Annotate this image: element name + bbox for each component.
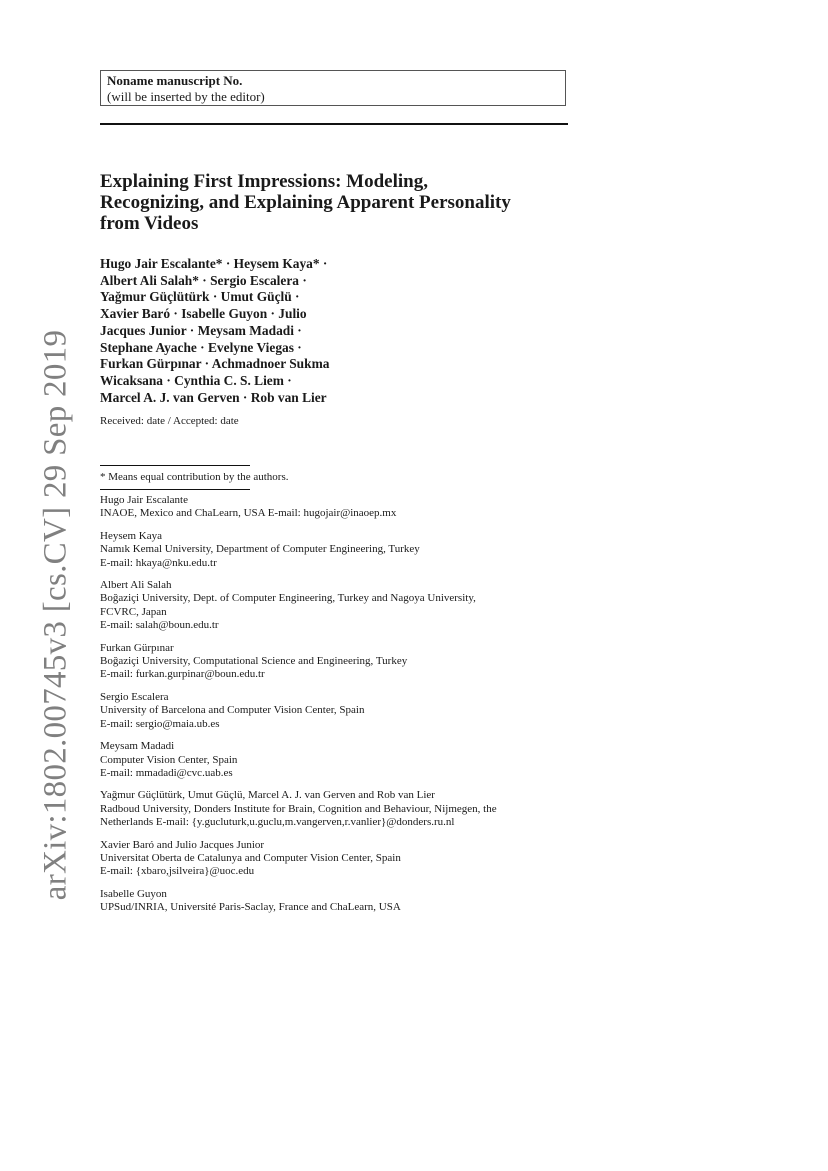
author-line: Furkan Gürpınar · Achmadnoer Sukma: [100, 356, 330, 372]
affiliation-block: [100, 494, 569, 521]
affiliation-line: Sergio Escalera: [100, 690, 169, 703]
equal-contribution-footnote: * Means equal contribution by the authors.: [100, 471, 289, 483]
header-rule: [100, 123, 568, 125]
affiliation-line: Heysem Kaya: [100, 529, 163, 542]
affiliation-line: Xavier Baró and Julio Jacques Junior: [100, 838, 265, 851]
author-line: Xavier Baró · Isabelle Guyon · Julio: [100, 306, 307, 322]
affiliation-line: Boğaziçi University, Dept. of Computer Engineering, Turkey and Nagoya University,: [100, 592, 476, 605]
author-list: [100, 256, 580, 406]
affiliation-line: Netherlands E-mail: {y.gucluturk,u.guclu,m.vangerven,r.vanlier}@donders.ru.nl: [100, 816, 455, 829]
affiliation-list: [100, 494, 569, 924]
affiliation-line: E-mail: mmadadi@cvc.uab.es: [100, 766, 233, 779]
author-line: Jacques Junior · Meysam Madadi ·: [100, 322, 302, 338]
affiliation-line: Furkan Gürpınar: [100, 641, 174, 654]
affiliation-line: Universitat Oberta de Catalunya and Computer Vision Center, Spain: [100, 851, 401, 864]
paper-title: [100, 171, 580, 234]
affiliation-block: [100, 888, 569, 915]
manuscript-number-label: Noname manuscript No.: [107, 73, 243, 88]
affiliation-line: FCVRC, Japan: [100, 605, 167, 618]
affiliation-line: Meysam Madadi: [100, 740, 175, 753]
affiliation-line: Boğaziçi University, Computational Science and Engineering, Turkey: [100, 655, 408, 668]
author-line: Wicaksana · Cynthia C. S. Liem ·: [100, 372, 292, 388]
affiliation-line: E-mail: {xbaro,jsilveira}@uoc.edu: [100, 865, 255, 878]
affiliation-block: [100, 530, 569, 570]
author-line: Hugo Jair Escalante* · Heysem Kaya* ·: [100, 256, 328, 271]
editor-note: (will be inserted by the editor): [107, 89, 265, 104]
manuscript-info-box: [100, 70, 566, 106]
affiliation-line: University of Barcelona and Computer Vision Center, Spain: [100, 704, 365, 717]
affiliation-line: E-mail: furkan.gurpinar@boun.edu.tr: [100, 668, 265, 681]
affiliation-line: Radboud University, Donders Institute for Brain, Cognition and Behaviour, Nijmegen, the: [100, 802, 497, 815]
affiliation-rule: [100, 489, 250, 490]
footnote-rule: [100, 465, 250, 466]
author-line: Stephane Ayache · Evelyne Viegas ·: [100, 339, 302, 355]
affiliation-block: [100, 579, 569, 633]
affiliation-line: UPSud/INRIA, Université Paris-Saclay, France and ChaLearn, USA: [100, 901, 401, 914]
author-line: Yağmur Güçlütürk · Umut Güçlü ·: [100, 289, 300, 305]
affiliation-block: [100, 691, 569, 731]
affiliation-line: Albert Ali Salah: [100, 579, 172, 592]
affiliation-block: [100, 839, 569, 879]
affiliation-line: Computer Vision Center, Spain: [100, 753, 238, 766]
affiliation-line: E-mail: salah@boun.edu.tr: [100, 619, 219, 632]
affiliation-line: E-mail: sergio@maia.ub.es: [100, 717, 220, 730]
affiliation-line: Namık Kemal University, Department of Computer Engineering, Turkey: [100, 543, 420, 556]
affiliation-line: Yağmur Güçlütürk, Umut Güçlü, Marcel A. J. van Gerven and Rob van Lier: [100, 789, 435, 802]
author-line: Marcel A. J. van Gerven · Rob van Lier: [100, 389, 327, 405]
affiliation-line: INAOE, Mexico and ChaLearn, USA E-mail: hugojair@inaoep.mx: [100, 507, 397, 520]
title-line: Recognizing, and Explaining Apparent Personality: [100, 192, 511, 213]
arxiv-side-identifier: arXiv:1802.00745v3 [cs.CV] 29 Sep 2019: [37, 329, 74, 901]
affiliation-line: Hugo Jair Escalante: [100, 494, 188, 506]
affiliation-line: Isabelle Guyon: [100, 887, 167, 900]
author-line: Albert Ali Salah* · Sergio Escalera ·: [100, 272, 307, 288]
title-line: Explaining First Impressions: Modeling,: [100, 171, 428, 192]
received-date: Received: date / Accepted: date: [100, 415, 239, 427]
affiliation-line: E-mail: hkaya@nku.edu.tr: [100, 556, 217, 569]
title-line: from Videos: [100, 213, 199, 234]
affiliation-block: [100, 789, 569, 829]
affiliation-block: [100, 642, 569, 682]
affiliation-block: [100, 740, 569, 780]
